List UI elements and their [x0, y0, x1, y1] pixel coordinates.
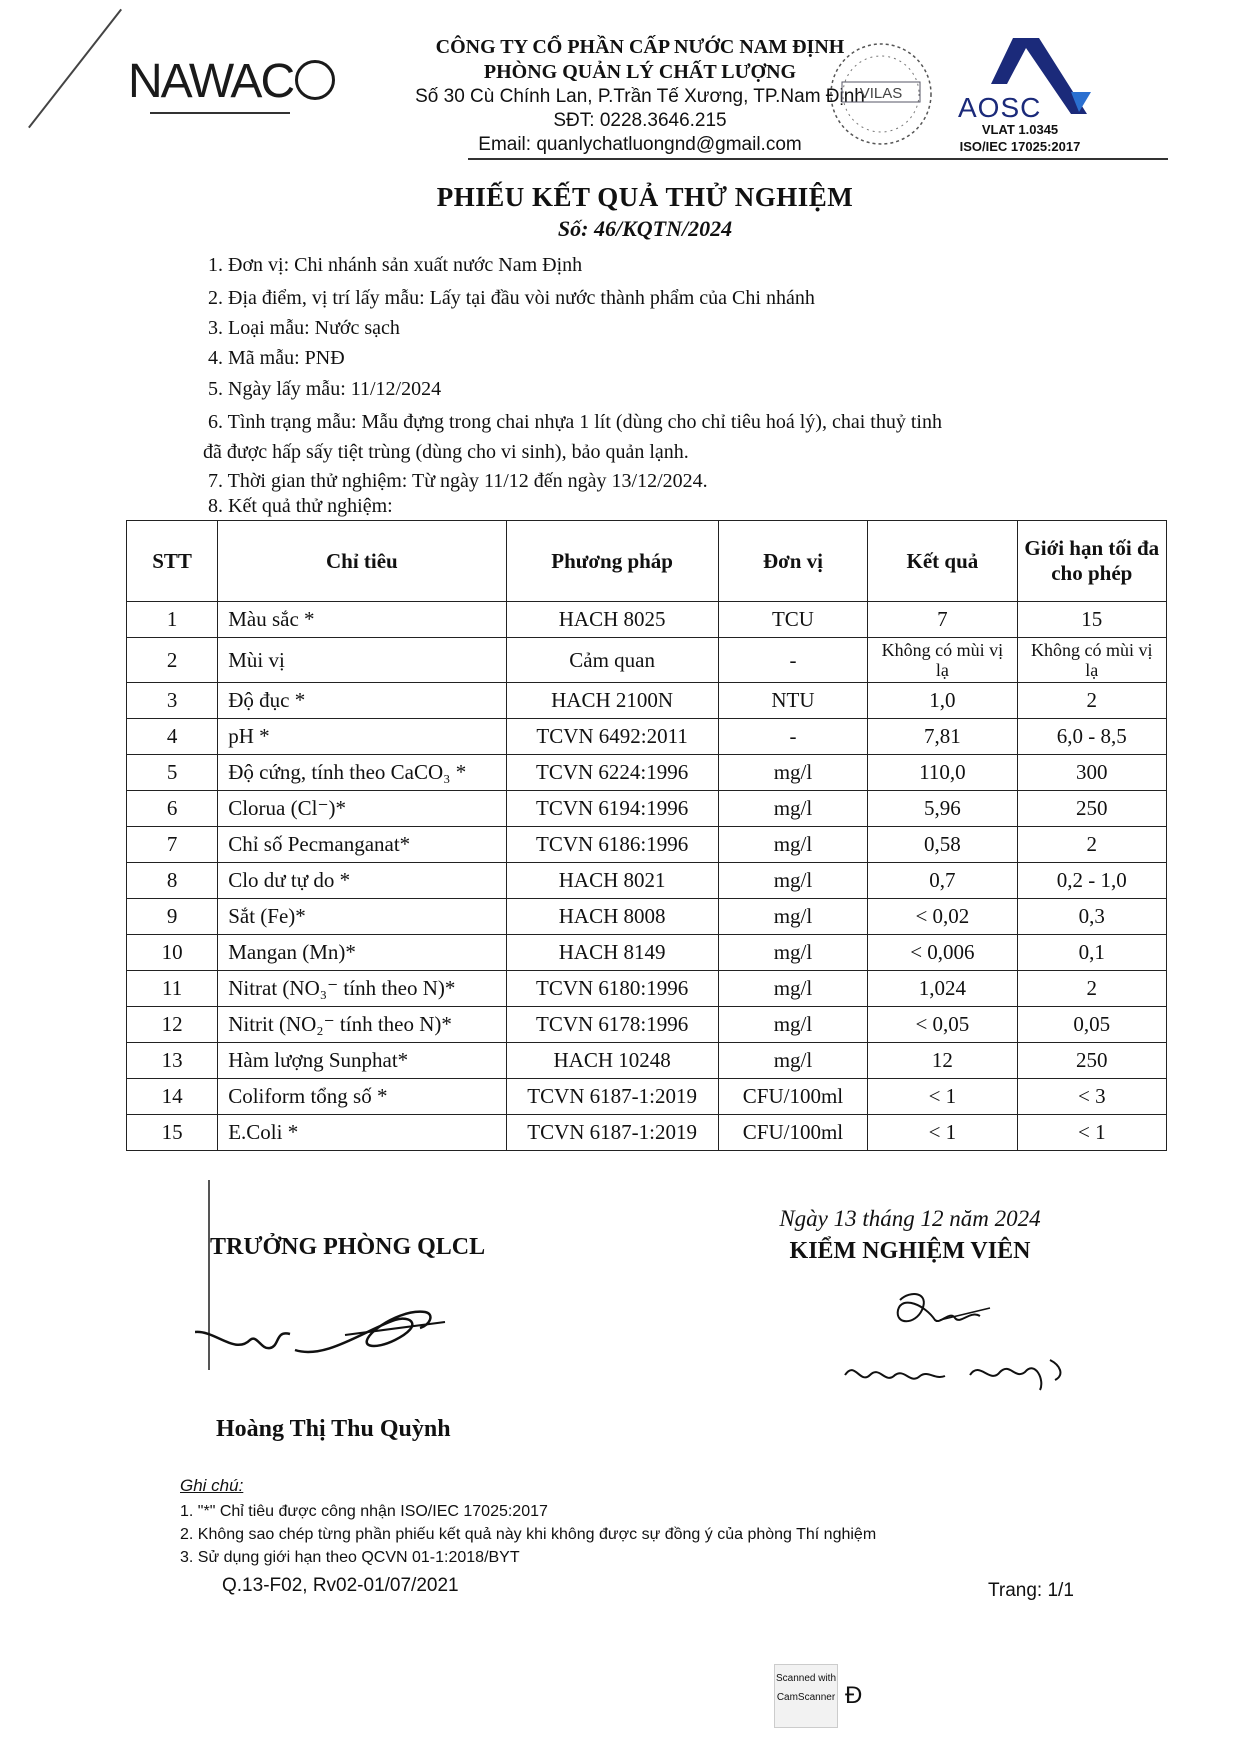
method-cell: TCVN 6180:1996	[506, 971, 718, 1007]
info-sample-type: 3. Loại mẫu: Nước sạch	[208, 317, 400, 339]
form-code: Q.13-F02, Rv02-01/07/2021	[222, 1575, 459, 1596]
method-cell: TCVN 6178:1996	[506, 1007, 718, 1043]
table-row	[127, 971, 1167, 1007]
result-cell: 5,96	[868, 791, 1017, 827]
notes-title: Ghi chú:	[180, 1476, 244, 1495]
limit-cell: 250	[1017, 791, 1166, 827]
table-row	[127, 863, 1167, 899]
table-row	[127, 1007, 1167, 1043]
method-cell: TCVN 6187-1:2019	[506, 1115, 718, 1151]
method-cell: TCVN 6187-1:2019	[506, 1079, 718, 1115]
vilas-stamp-icon	[822, 38, 940, 150]
info-sample-date: 5. Ngày lấy mẫu: 11/12/2024	[208, 378, 442, 400]
stt-cell: 3	[127, 683, 218, 719]
info-unit: 1. Đơn vị: Chi nhánh sản xuất nước Nam Định	[208, 254, 583, 276]
header-rule	[468, 158, 1168, 160]
unit-cell: CFU/100ml	[718, 1079, 867, 1115]
unit-cell: NTU	[718, 683, 867, 719]
name-cell: pH *	[218, 719, 506, 755]
result-cell: Không có mùi vị lạ	[868, 638, 1017, 683]
name-cell: Mùi vị	[218, 638, 506, 683]
page-number: Trang: 1/1	[988, 1580, 1074, 1601]
table-row	[127, 602, 1167, 638]
name-cell: Clo dư tự do *	[218, 863, 506, 899]
document-title: PHIẾU KẾT QUẢ THỬ NGHIỆM	[436, 182, 854, 212]
method-cell: HACH 8149	[506, 935, 718, 971]
table-row	[127, 719, 1167, 755]
unit-cell: mg/l	[718, 935, 867, 971]
stt-cell: 11	[127, 971, 218, 1007]
unit-cell: mg/l	[718, 863, 867, 899]
corner-line	[28, 9, 122, 128]
table-row	[127, 683, 1167, 719]
aosc-label: AOSC	[958, 92, 1042, 123]
limit-cell: 15	[1017, 602, 1166, 638]
stt-cell: 7	[127, 827, 218, 863]
results-table	[126, 520, 1167, 1151]
company-address: Số 30 Cù Chính Lan, P.Trần Tế Xương, TP.Nam Định	[415, 86, 865, 107]
table-body	[127, 602, 1167, 1151]
logo-underline	[150, 112, 290, 114]
limit-cell: 0,05	[1017, 1007, 1166, 1043]
unit-cell: mg/l	[718, 791, 867, 827]
stt-cell: 15	[127, 1115, 218, 1151]
vlat-code: VLAT 1.0345	[981, 122, 1059, 137]
method-cell: HACH 8021	[506, 863, 718, 899]
camscanner-badge	[774, 1664, 838, 1728]
note-item: 2. Không sao chép từng phần phiếu kết quả này khi không được sự đồng ý của phòng Thí nghiệm	[180, 1526, 877, 1543]
company-logo	[128, 54, 335, 109]
unit-cell: mg/l	[718, 971, 867, 1007]
left-signer-role: TRƯỞNG PHÒNG QLCL	[210, 1234, 486, 1260]
result-cell: 0,7	[868, 863, 1017, 899]
company-name: CÔNG TY CỔ PHẦN CẤP NƯỚC NAM ĐỊNH	[435, 36, 845, 58]
table-row	[127, 638, 1167, 683]
limit-cell: 300	[1017, 755, 1166, 791]
info-sample-state-cont: đã được hấp sấy tiệt trùng (dùng cho vi sinh), bảo quản lạnh.	[203, 441, 689, 463]
result-cell: 1,0	[868, 683, 1017, 719]
table-row	[127, 1043, 1167, 1079]
name-cell: Màu sắc *	[218, 602, 506, 638]
unit-cell: -	[718, 719, 867, 755]
stt-cell: 12	[127, 1007, 218, 1043]
right-signer-role: KIỂM NGHIỆM VIÊN	[789, 1238, 1031, 1264]
limit-cell: 2	[1017, 827, 1166, 863]
limit-cell: 0,3	[1017, 899, 1166, 935]
limit-cell: 2	[1017, 683, 1166, 719]
extra-mark: Đ	[845, 1682, 863, 1709]
stt-cell: 6	[127, 791, 218, 827]
info-results-label: 8. Kết quả thử nghiệm:	[208, 495, 393, 517]
header-limit: Giới hạn tối đa cho phép	[1017, 521, 1166, 602]
header-unit: Đơn vị	[718, 521, 867, 602]
info-location: 2. Địa điểm, vị trí lấy mẫu: Lấy tại đầu vòi nước thành phẩm của Chi nhánh	[208, 287, 815, 309]
name-cell: Coliform tổng số *	[218, 1079, 506, 1115]
table-row	[127, 1115, 1167, 1151]
iso-standard: ISO/IEC 17025:2017	[959, 139, 1081, 154]
unit-cell: mg/l	[718, 827, 867, 863]
table-row	[127, 1079, 1167, 1115]
limit-cell: < 3	[1017, 1079, 1166, 1115]
method-cell: TCVN 6194:1996	[506, 791, 718, 827]
result-cell: 0,58	[868, 827, 1017, 863]
left-signer-name: Hoàng Thị Thu Quỳnh	[216, 1416, 451, 1442]
name-cell: Nitrat (NO₃⁻ tính theo N)*	[218, 971, 506, 1007]
result-cell: < 0,05	[868, 1007, 1017, 1043]
method-cell: HACH 2100N	[506, 683, 718, 719]
name-cell: Clorua (Cl⁻)*	[218, 791, 506, 827]
name-cell: Hàm lượng Sunphat*	[218, 1043, 506, 1079]
name-cell: E.Coli *	[218, 1115, 506, 1151]
result-cell: < 0,006	[868, 935, 1017, 971]
unit-cell: CFU/100ml	[718, 1115, 867, 1151]
header-name: Chỉ tiêu	[218, 521, 506, 602]
info-sample-state: 6. Tình trạng mẫu: Mẫu đựng trong chai nhựa 1 lít (dùng cho chỉ tiêu hoá lý), chai thuỷ tinh	[208, 411, 942, 433]
unit-cell: mg/l	[718, 1043, 867, 1079]
company-email: Email: quanlychatluongnd@gmail.com	[478, 134, 802, 155]
limit-cell: 250	[1017, 1043, 1166, 1079]
table-row	[127, 755, 1167, 791]
stt-cell: 9	[127, 899, 218, 935]
unit-cell: mg/l	[718, 755, 867, 791]
limit-cell: 6,0 - 8,5	[1017, 719, 1166, 755]
sign-date: Ngày 13 tháng 12 năm 2024	[779, 1206, 1041, 1231]
scanner-line-1: Scanned with	[775, 1673, 837, 1684]
method-cell: TCVN 6224:1996	[506, 755, 718, 791]
scanner-line-2: CamScanner	[776, 1692, 836, 1703]
result-cell: < 0,02	[868, 899, 1017, 935]
vilas-stamp-text: VILAS	[859, 85, 903, 102]
name-cell: Độ đục *	[218, 683, 506, 719]
result-cell: 12	[868, 1043, 1017, 1079]
result-cell: 7	[868, 602, 1017, 638]
method-cell: Cảm quan	[506, 638, 718, 683]
stt-cell: 10	[127, 935, 218, 971]
limit-cell: < 1	[1017, 1115, 1166, 1151]
result-cell: 1,024	[868, 971, 1017, 1007]
result-cell: < 1	[868, 1079, 1017, 1115]
table-row	[127, 935, 1167, 971]
table-row	[127, 899, 1167, 935]
stt-cell: 1	[127, 602, 218, 638]
note-item: 3. Sử dụng giới hạn theo QCVN 01-1:2018/BYT	[180, 1549, 520, 1566]
method-cell: HACH 8025	[506, 602, 718, 638]
name-cell: Chỉ số Pecmanganat*	[218, 827, 506, 863]
logo-o-icon	[295, 60, 335, 100]
method-cell: TCVN 6186:1996	[506, 827, 718, 863]
method-cell: TCVN 6492:2011	[506, 719, 718, 755]
document-number: Số: 46/KQTN/2024	[557, 216, 733, 241]
table-header-row	[127, 521, 1167, 602]
left-signature-image	[195, 1300, 465, 1380]
name-cell: Mangan (Mn)*	[218, 935, 506, 971]
method-cell: HACH 10248	[506, 1043, 718, 1079]
name-cell: Sắt (Fe)*	[218, 899, 506, 935]
stt-cell: 8	[127, 863, 218, 899]
limit-cell: 0,2 - 1,0	[1017, 863, 1166, 899]
table-row	[127, 827, 1167, 863]
right-signature-image	[840, 1280, 1080, 1430]
info-sample-code: 4. Mã mẫu: PNĐ	[208, 347, 345, 369]
logo-text: NAWAC	[128, 55, 294, 108]
unit-cell: mg/l	[718, 899, 867, 935]
result-cell: < 1	[868, 1115, 1017, 1151]
limit-cell: Không có mùi vị lạ	[1017, 638, 1166, 683]
unit-cell: mg/l	[718, 1007, 867, 1043]
stt-cell: 4	[127, 719, 218, 755]
header-stt: STT	[127, 521, 218, 602]
method-cell: HACH 8008	[506, 899, 718, 935]
stt-cell: 5	[127, 755, 218, 791]
result-cell: 7,81	[868, 719, 1017, 755]
name-cell: Nitrit (NO₂⁻ tính theo N)*	[218, 1007, 506, 1043]
result-cell: 110,0	[868, 755, 1017, 791]
limit-cell: 0,1	[1017, 935, 1166, 971]
department-name: PHÒNG QUẢN LÝ CHẤT LƯỢNG	[483, 61, 797, 83]
info-test-period: 7. Thời gian thử nghiệm: Từ ngày 11/12 đến ngày 13/12/2024.	[208, 470, 708, 492]
stt-cell: 13	[127, 1043, 218, 1079]
company-phone: SĐT: 0228.3646.215	[553, 110, 727, 131]
name-cell: Độ cứng, tính theo CaCO₃ *	[218, 755, 506, 791]
limit-cell: 2	[1017, 971, 1166, 1007]
header-method: Phương pháp	[506, 521, 718, 602]
stt-cell: 14	[127, 1079, 218, 1115]
unit-cell: -	[718, 638, 867, 683]
header-result: Kết quả	[868, 521, 1017, 602]
note-item: 1. "*" Chỉ tiêu được công nhận ISO/IEC 17025:2017	[180, 1503, 548, 1520]
stt-cell: 2	[127, 638, 218, 683]
table-row	[127, 791, 1167, 827]
unit-cell: TCU	[718, 602, 867, 638]
